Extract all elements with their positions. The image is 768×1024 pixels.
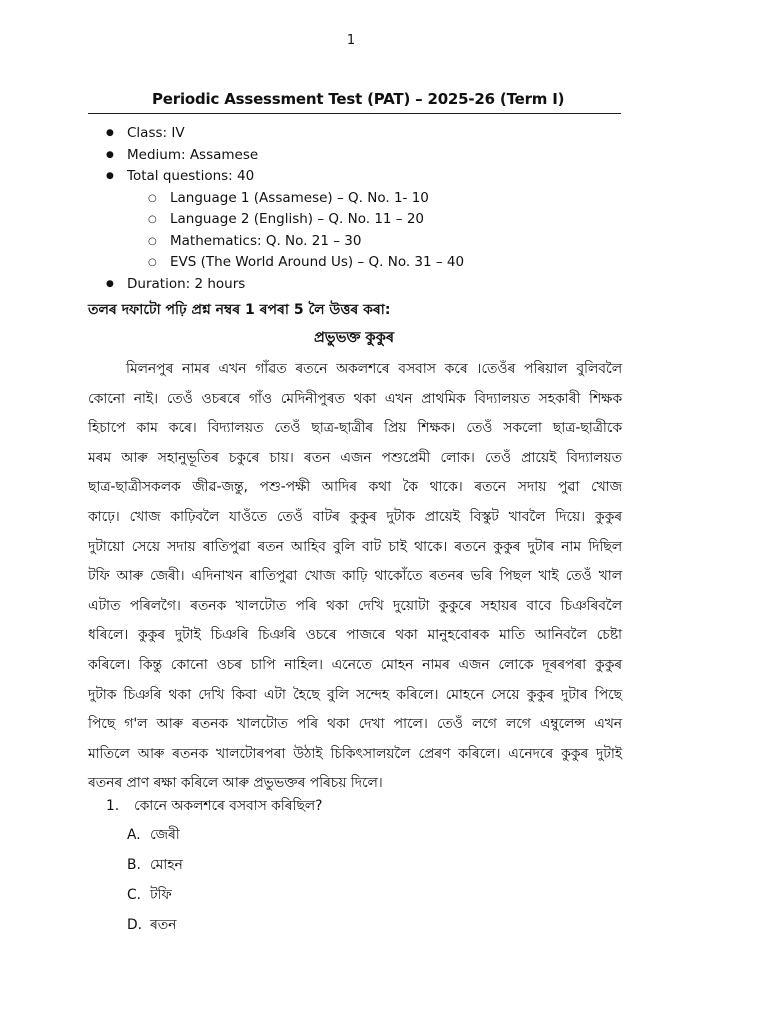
story-title: প্ৰভুভক্ত কুকুৰ bbox=[313, 330, 395, 346]
circle-bullet-icon: ○ bbox=[148, 235, 157, 247]
passage-instruction: তলৰ দফাটো পঢ়ি প্ৰশ্ন নম্বৰ 1 ৰপৰা 5 লৈ উত্তৰ কৰা: bbox=[88, 302, 391, 318]
passage-line: ছাত্ৰ-ছাত্ৰীসকলক জীৱ-জন্তু, পশু-পক্ষী আদিৰ কথা কৈ থাকে। ৰতনে সদায় পুৱা খোজ bbox=[88, 479, 622, 496]
bullet-icon: ● bbox=[106, 149, 114, 160]
passage-line: দুটাক চিঞৰি থকা দেখি কিবা এটা হৈছে বুলি সন্দেহ কৰিলে। মোহনে সেয়ে কুকুৰ দুটাৰ পিছে bbox=[88, 686, 622, 703]
passage-line: দুটায়ো সেয়ে সদায় ৰাতিপুৱা ৰতন আহিব বুলি বাট চাই থাকে। ৰতনে কুকুৰ দুটাৰ নাম দিছিল bbox=[88, 538, 622, 555]
info-text: Mathematics: Q. No. 21 – 30 bbox=[170, 232, 362, 249]
passage-line: এটাত পৰিলগৈ। ৰতনক খালটোত পৰি থকা দেখি দুয়োটা কুকুৰে সহায়ৰ বাবে চিঞৰিবলৈ bbox=[88, 597, 622, 614]
info-text: Medium: Assamese bbox=[127, 146, 259, 163]
answer-option bbox=[127, 880, 183, 910]
passage-line: টফি আৰু জেৰী। এদিনাখন ৰাতিপুৱা খোজ কাঢ়ি থাকোঁতে ৰতনৰ ভৰি পিছল খাই তেওঁ খাল bbox=[88, 568, 622, 585]
circle-bullet-icon: ○ bbox=[148, 257, 157, 268]
page-title: Periodic Assessment Test (PAT) – 2025-26 (Term I) bbox=[152, 90, 565, 108]
option-text: মোহন bbox=[150, 857, 183, 873]
info-item bbox=[0, 123, 768, 145]
bullet-icon: ● bbox=[106, 171, 114, 181]
passage-line: কাঢ়ে। খোজ কাঢ়িবলৈ যাওঁতে তেওঁ বাটৰ কুকুৰ দুটাক প্ৰায়েই বিস্কুট খাবলৈ দিয়ে। কুকুৰ bbox=[88, 508, 622, 525]
passage-line: মিলনপুৰ নামৰ এখন গাঁৱত ৰতনে অকলশৰে বসবাস কৰে ।তেওঁৰ পৰিয়াল বুলিবলৈ bbox=[126, 361, 622, 377]
passage-line: কৰিলে। কিন্তু কোনো ওচৰ চাপি নাহিল। এনেতে মোহন নামৰ এজন লোকে দূৰৰপৰা কুকুৰ bbox=[88, 656, 622, 673]
option-letter: D. bbox=[127, 917, 143, 933]
info-text: Class: IV bbox=[127, 125, 185, 141]
info-text: Language 1 (Assamese) – Q. No. 1- 10 bbox=[170, 189, 429, 206]
info-subitem bbox=[0, 209, 768, 231]
info-text: EVS (The World Around Us) – Q. No. 31 – 40 bbox=[170, 254, 465, 270]
option-letter: C. bbox=[127, 887, 142, 903]
info-subitem bbox=[0, 252, 768, 274]
option-letter: A. bbox=[127, 827, 141, 843]
info-text: Total questions: 40 bbox=[127, 168, 255, 184]
passage bbox=[88, 355, 622, 799]
answer-options bbox=[127, 820, 183, 940]
info-subitem bbox=[0, 231, 768, 253]
bullet-icon: ● bbox=[106, 128, 114, 138]
info-item bbox=[0, 166, 768, 188]
passage-line: ধৰিলে। কুকুৰ দুটাই চিঞৰি চিঞৰি ওচৰে পাজৰে থকা মানুহবোৰক মাতি আনিবলৈ চেষ্টা bbox=[88, 627, 622, 644]
info-subitem bbox=[0, 188, 768, 210]
answer-option bbox=[127, 850, 183, 880]
answer-option bbox=[127, 910, 183, 940]
passage-line: মৰম আৰু সহানুভূতিৰ চকুৰে চায়। ৰতন এজন পশুপ্ৰেমী লোক। তেওঁ প্ৰায়েই বিদ্যালয়ত bbox=[88, 449, 622, 466]
page-number: 1 bbox=[346, 33, 356, 48]
option-text: টফি bbox=[150, 887, 172, 903]
passage-line: পিছে গ'ল আৰু ৰতনক খালটোত পৰি থকা দেখা পালে। তেওঁ লগে লগে এম্বুলেন্স এখন bbox=[88, 716, 622, 733]
passage-line: হিচাপে কাম কৰে। বিদ্যালয়ত তেওঁ ছাত্ৰ-ছাত্ৰীৰ প্ৰিয় শিক্ষক। তেওঁ সকলো ছাত্ৰ-ছাত্ৰীকে bbox=[88, 420, 622, 437]
passage-line: মাতিলে আৰু ৰতনক খালটোৰপৰা উঠাই চিকিৎসালয়লৈ প্ৰেৰণ কৰিলে। এনেদৰে কুকুৰ দুটাই bbox=[88, 745, 622, 762]
passage-line: কোনো নাই। তেওঁ ওচৰৰে গাঁও মেদিনীপুৰত থকা এখন প্ৰাথমিক বিদ্যালয়ত সহকাৰী শিক্ষক bbox=[88, 390, 622, 407]
answer-option bbox=[127, 820, 183, 850]
info-item bbox=[0, 274, 768, 296]
option-text: ৰতন bbox=[150, 917, 177, 933]
passage-line: ৰতনৰ প্ৰাণ ৰক্ষা কৰিলে আৰু প্ৰভুভক্তৰ পৰিচয় দিলে। bbox=[88, 775, 383, 792]
option-text: জেৰী bbox=[150, 827, 180, 843]
circle-bullet-icon: ○ bbox=[148, 192, 157, 204]
circle-bullet-icon: ○ bbox=[148, 214, 157, 225]
info-text: Duration: 2 hours bbox=[127, 275, 246, 292]
question-number: 1. bbox=[106, 798, 120, 814]
question bbox=[88, 794, 322, 818]
info-item bbox=[0, 145, 768, 167]
info-text: Language 2 (English) – Q. No. 11 – 20 bbox=[170, 211, 425, 227]
title-underline bbox=[88, 113, 621, 114]
exam-info-list bbox=[0, 123, 768, 295]
option-letter: B. bbox=[127, 857, 141, 873]
bullet-icon: ● bbox=[106, 278, 114, 289]
question-text: কোনে অকলশৰে বসবাস কৰিছিল? bbox=[134, 798, 323, 814]
